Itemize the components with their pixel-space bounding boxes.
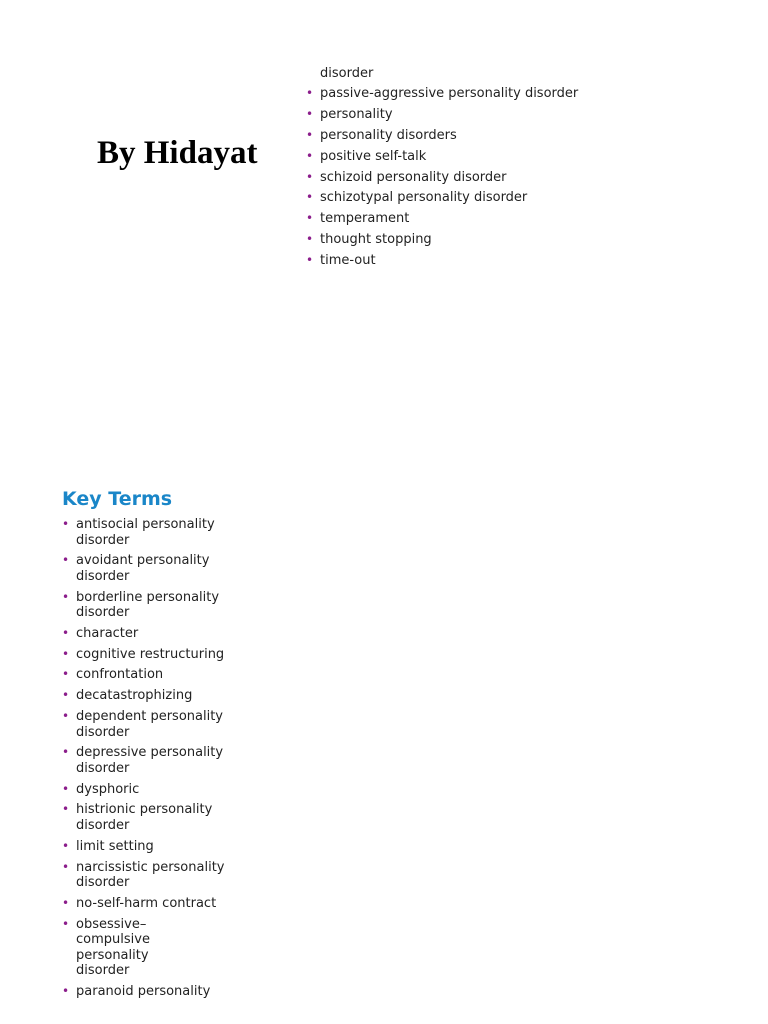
key-terms-list-continued	[320, 86, 720, 274]
list-item: • thought stopping	[320, 232, 720, 248]
list-item: • confrontation	[76, 667, 241, 683]
list-item: • dependent personality disorder	[76, 709, 241, 740]
list-item: • no-self-harm contract	[76, 896, 241, 912]
list-item: • personality disorders	[320, 128, 720, 144]
list-item: • paranoid personality	[76, 984, 241, 1000]
list-item: • cognitive restructuring	[76, 647, 241, 663]
continued-term-fragment: disorder	[320, 66, 374, 81]
author-title: By Hidayat	[97, 135, 258, 171]
list-item: • personality	[320, 107, 720, 123]
key-terms-heading: Key Terms	[62, 488, 173, 510]
list-item: • depressive personality disorder	[76, 745, 241, 776]
list-item: • schizotypal personality disorder	[320, 190, 720, 206]
list-item: • decatastrophizing	[76, 688, 241, 704]
key-terms-list	[76, 517, 241, 1005]
list-item: • limit setting	[76, 839, 241, 855]
list-item: • obsessive–compulsive personality disorder	[76, 917, 154, 979]
list-item: • positive self-talk	[320, 149, 720, 165]
list-item: • passive-aggressive personality disorder	[320, 86, 720, 102]
list-item: • time-out	[320, 253, 720, 269]
list-item: • borderline personality disorder	[76, 590, 241, 621]
list-item: • dysphoric	[76, 782, 241, 798]
list-item: • antisocial personality disorder	[76, 517, 241, 548]
list-item: • schizoid personality disorder	[320, 170, 720, 186]
list-item: • avoidant personality disorder	[76, 553, 241, 584]
list-item: • narcissistic personality disorder	[76, 860, 241, 891]
list-item: • character	[76, 626, 241, 642]
list-item: • temperament	[320, 211, 720, 227]
list-item: • histrionic personality disorder	[76, 802, 241, 833]
